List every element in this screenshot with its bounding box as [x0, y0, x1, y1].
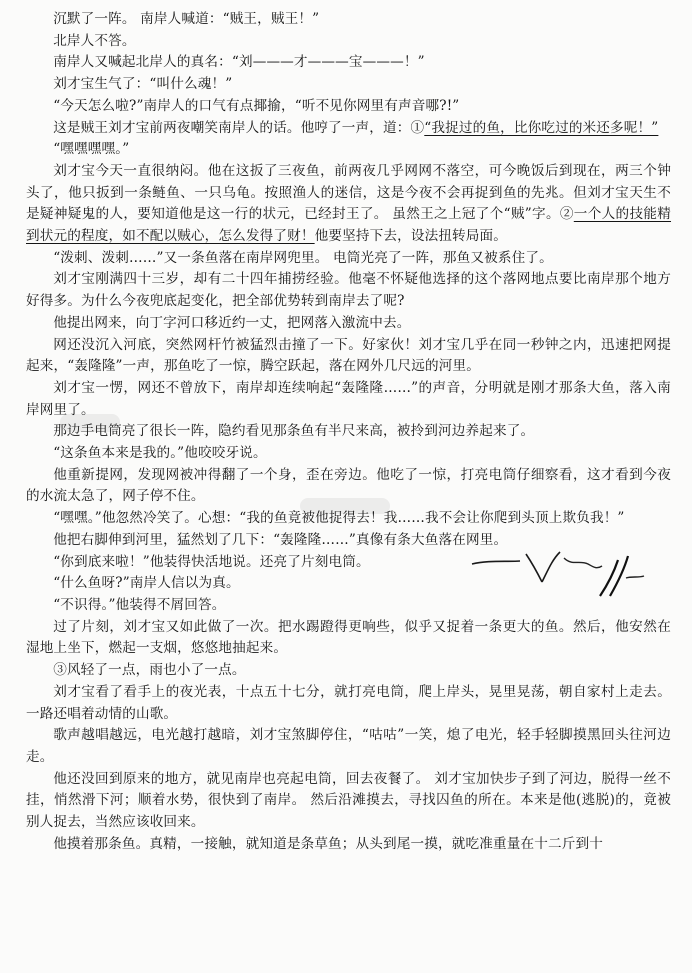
text-segment: 刘才宝看了看手上的夜光表，十点五十七分，就打亮电筒，爬上岸头，晃里晃荡，朝自家村上走去。一路还唱着动情的山歌。: [26, 683, 671, 722]
paragraph: [26, 118, 671, 140]
paragraph: [26, 74, 671, 96]
text-segment: “不识得。”他装得不屑回答。: [53, 596, 226, 613]
paragraph: [26, 269, 671, 312]
text-segment: 那边手电筒亮了很长一阵，隐约看见那条鱼有半尺来高，被拎到河边养起来了。: [53, 423, 535, 440]
text-segment: 南岸人又喊起北岸人的真名：“刘———才———宝———！”: [53, 54, 425, 71]
text-segment: 风轻了一点，雨也小了一点。: [66, 662, 246, 679]
text-segment: “今天怎么啦?”南岸人的口气有点揶揄，“听不见你网里有声音哪?!”: [53, 97, 460, 114]
paragraph: [26, 508, 671, 530]
text-segment: 过了片刻，刘才宝又如此做了一次。把水踢蹬得更响些，似乎又捉着一条更大的鱼。然后，他安然在湿地上坐下，燃起一支烟，悠悠地抽起来。: [26, 618, 671, 657]
circled-number: ①: [410, 119, 425, 136]
paragraph: [26, 139, 671, 161]
paragraph: [26, 52, 671, 74]
paragraph: [26, 682, 671, 725]
text-segment: 这是贼王刘才宝前两夜嘲笑南岸人的话。他哼了一声，道：: [53, 119, 411, 136]
text-segment: 刘才宝刚满四十三岁，却有二十四年捕捞经验。他毫不怀疑他选择的这个落网地点要比南岸那个地方好得多。为什么今夜兜底起变化，把全部优势转到南岸去了呢?: [26, 271, 671, 310]
text-segment: 他还没回到原来的地方，就见南岸也亮起电筒，回去夜餐了。 刘才宝加快步子到了河边，脱得一丝不挂，悄然滑下河；顺着水势，很快到了南岸。 然后沿滩摸去，寻找囚鱼的所在。本来是他(逃脱)的，竟被别人捉去，当然应该收回来。: [26, 770, 671, 831]
paragraph: [26, 421, 671, 443]
paragraph: [26, 248, 671, 270]
text-segment: 他把右脚伸到河里，猛然划了几下：“轰隆隆……”真像有条大鱼落在网里。: [53, 531, 508, 548]
text-segment: 刘才宝一愣，网还不曾放下，南岸却连续响起“轰隆隆……”的声音，分明就是刚才那条大鱼，落入南岸网里了。: [26, 379, 671, 418]
paragraph: [26, 465, 671, 508]
underlined-sentence: 一个人的技能精到状元的程度，如不配以贼心，怎么发得了财！: [26, 206, 672, 245]
text-segment: “嘿嘿嘿嘿。”: [53, 141, 130, 158]
paragraph: [26, 595, 671, 617]
paragraph: [26, 31, 671, 53]
text-segment: “什么鱼呀?”南岸人信以为真。: [53, 575, 240, 592]
circled-number: ③: [53, 662, 67, 679]
text-segment: 他摸着那条鱼。真精，一接触，就知道是条草鱼；从头到尾一摸，就吃准重量在十二斤到十: [53, 835, 603, 852]
text-segment: 北岸人不答。: [53, 32, 136, 49]
paragraph: [26, 161, 671, 248]
paragraph: [26, 530, 671, 552]
paragraph: [26, 9, 671, 31]
paragraph: [26, 552, 671, 574]
text-segment: 沉默了一阵。 南岸人喊道：“贼王，贼王！”: [53, 11, 320, 27]
text-segment: “泼刺、泼刺……”又一条鱼落在南岸网兜里。 电筒光亮了一阵，那鱼又被系住了。: [53, 249, 553, 266]
paragraph: [26, 313, 671, 335]
text-segment: 他要坚持下去，设法扭转局面。: [314, 228, 508, 245]
paragraph: [26, 378, 671, 421]
circled-number: ②: [559, 206, 574, 223]
paragraph: [26, 96, 671, 118]
story-text: [26, 9, 671, 855]
paragraph: [26, 769, 671, 834]
text-segment: 刘才宝生气了：“叫什么魂！”: [53, 76, 233, 93]
paragraph: [26, 660, 671, 682]
paragraph: [26, 834, 671, 856]
paragraph: [26, 335, 671, 378]
text-segment: 他提出网来，向丁字河口移近约一丈，把网落入激流中去。: [53, 314, 411, 331]
text-segment: 他重新提网，发现网被冲得翻了一个身，歪在旁边。他吃了一惊，打亮电筒仔细察看，这才看到今夜的水流太急了，网子停不住。: [26, 466, 671, 505]
text-segment: 网还没沉入河底，突然网杆竹被猛烈击撞了一下。好家伙！刘才宝几乎在同一秒钟之内，迅速把网提起来，“轰隆隆”一声，那鱼吃了一惊，腾空跃起，落在网外几尺远的河里。: [26, 336, 671, 375]
paragraph: [26, 443, 671, 465]
underlined-sentence: “我捉过的鱼，比你吃过的米还多呢！”: [424, 119, 659, 136]
paragraph: [26, 573, 671, 595]
text-segment: “嘿嘿。”他忽然冷笑了。心想：“我的鱼竟被他捉得去！我……我不会让你爬到头顶上欺负我！”: [53, 510, 625, 527]
text-segment: 歌声越唱越远，电光越打越暗，刘才宝煞脚停住，“咕咕”一笑，熄了电光，轻手轻脚摸黑回头往河边走。: [26, 727, 671, 765]
paragraph: [26, 725, 671, 768]
text-segment: 刘才宝今天一直很纳闷。他在这扳了三夜鱼，前两夜几乎网网不落空，可今晚饭后到现在，两三个钟头了，他只扳到一条鲢鱼、一只乌龟。按照渔人的迷信，这是今夜不会再捉到鱼的先兆。但刘才宝天生不是疑神疑鬼的人，要知道他是这一行的状元，已经封王了。 虽然王之上冠了个“贼”字。: [26, 162, 671, 223]
text-segment: “你到底来啦！”他装得快活地说。还亮了片刻电筒。: [53, 553, 370, 570]
paragraph: [26, 617, 671, 660]
text-segment: “这条鱼本来是我的。”他咬咬牙说。: [53, 445, 267, 462]
